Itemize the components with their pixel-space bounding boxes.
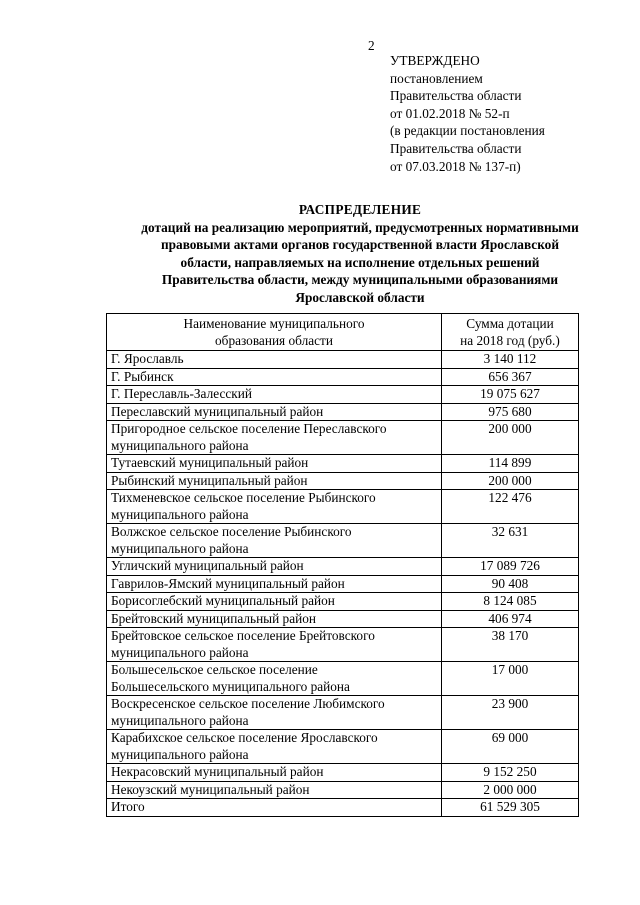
heading-line: правовыми актами органов государственной власти Ярославской [161, 237, 559, 253]
table-row [107, 799, 579, 817]
table-row [107, 628, 579, 662]
municipality-name-line: Угличский муниципальный район [111, 558, 304, 573]
municipality-name-line: Борисоглебский муниципальный район [111, 593, 335, 608]
municipality-name-cell [107, 593, 442, 611]
table-row [107, 368, 579, 386]
amount-cell: 656 367 [442, 368, 579, 386]
municipality-name-line: Брейтовское сельское поселение Брейтовского [111, 628, 375, 643]
table-row [107, 403, 579, 421]
amount-cell: 406 974 [442, 610, 579, 628]
table-row [107, 781, 579, 799]
approval-line: УТВЕРЖДЕНО [390, 53, 480, 68]
municipality-name-cell [107, 610, 442, 628]
municipality-name-line: Г. Ярославль [111, 351, 184, 366]
amount-cell: 122 476 [442, 490, 579, 524]
municipality-name-cell [107, 472, 442, 490]
approval-line: от 01.02.2018 № 52-п [390, 105, 510, 121]
municipality-name-cell [107, 368, 442, 386]
table-row [107, 662, 579, 696]
document-title: РАСПРЕДЕЛЕНИЕ [298, 202, 422, 217]
municipality-name-cell [107, 696, 442, 730]
municipality-name-cell [107, 524, 442, 558]
municipality-name-line: муниципального района [111, 437, 249, 453]
municipality-name-line: муниципального района [111, 540, 249, 556]
amount-cell: 38 170 [442, 628, 579, 662]
table-row [107, 696, 579, 730]
table-row [107, 524, 579, 558]
municipality-name-cell [107, 351, 442, 369]
table-row [107, 351, 579, 369]
header-line: Наименование муниципального [183, 316, 365, 331]
municipality-name-line: Тутаевский муниципальный район [111, 455, 309, 470]
amount-cell: 17 089 726 [442, 558, 579, 576]
amount-cell: 90 408 [442, 575, 579, 593]
municipality-name-line: Брейтовский муниципальный район [111, 610, 316, 626]
table-row [107, 558, 579, 576]
municipality-name-cell [107, 455, 442, 473]
table-body [107, 351, 579, 817]
amount-cell: 975 680 [442, 403, 579, 421]
table-row [107, 490, 579, 524]
municipality-name-line: муниципального района [111, 746, 249, 762]
municipality-name-line: муниципального района [111, 506, 249, 522]
amount-cell: 8 124 085 [442, 593, 579, 611]
table-row [107, 764, 579, 782]
municipality-name-line: Карабихское сельское поселение Ярославского [111, 730, 378, 745]
approval-line: (в редакции постановления [390, 123, 545, 139]
amount-cell: 114 899 [442, 455, 579, 473]
amount-cell: 19 075 627 [442, 386, 579, 404]
heading-line: Правительства области, между муниципальными образованиями [161, 272, 559, 288]
amount-cell: 61 529 305 [442, 799, 579, 817]
approval-line: Правительства области [390, 140, 522, 156]
page-number: 2 [368, 38, 375, 53]
heading-line: Ярославской области [295, 289, 425, 305]
municipality-name-cell [107, 575, 442, 593]
municipality-name-cell [107, 662, 442, 696]
municipality-name-line: Большесельского муниципального района [111, 678, 350, 694]
header-line: Сумма дотации [466, 316, 554, 331]
table-row [107, 421, 579, 455]
municipality-name-cell [107, 764, 442, 782]
municipality-name-cell [107, 781, 442, 799]
municipality-name-cell [107, 799, 442, 817]
amount-cell: 200 000 [442, 421, 579, 455]
amount-cell: 17 000 [442, 662, 579, 696]
municipality-name-cell [107, 490, 442, 524]
municipality-name-line: Некрасовский муниципальный район [111, 764, 324, 779]
municipality-name-line: Некоузский муниципальный район [111, 781, 310, 797]
municipality-name-line: муниципального района [111, 644, 249, 660]
amount-cell: 69 000 [442, 730, 579, 764]
municipality-name-cell [107, 730, 442, 764]
heading-line: дотаций на реализацию мероприятий, предусмотренных нормативными [141, 219, 579, 235]
municipality-name-line: Волжское сельское поселение Рыбинского [111, 524, 352, 539]
amount-cell: 3 140 112 [442, 351, 579, 369]
municipality-name-line: Пригородное сельское поселение Переславского [111, 421, 387, 436]
municipality-name-cell [107, 421, 442, 455]
municipality-name-line: Итого [111, 799, 145, 814]
table-row [107, 575, 579, 593]
municipality-name-line: Воскресенское сельское поселение Любимского [111, 696, 385, 711]
municipality-name-cell [107, 628, 442, 662]
municipality-name-line: Большесельское сельское поселение [111, 662, 318, 677]
heading-line: области, направляемых на исполнение отдельных решений [180, 254, 540, 270]
table-row [107, 472, 579, 490]
table-row [107, 730, 579, 764]
amount-cell: 9 152 250 [442, 764, 579, 782]
approval-line: постановлением [390, 70, 483, 86]
header-line: образования области [215, 333, 333, 348]
municipality-name-line: Гаврилов-Ямский муниципальный район [111, 575, 345, 591]
header-line: на 2018 год (руб.) [460, 333, 560, 348]
distribution-table [106, 313, 579, 817]
amount-cell: 32 631 [442, 524, 579, 558]
document-heading [100, 201, 620, 307]
approval-stamp [390, 52, 545, 175]
municipality-name-cell [107, 386, 442, 404]
municipality-name-line: Рыбинский муниципальный район [111, 472, 308, 488]
municipality-name-line: Г. Переславль-Залесский [111, 386, 252, 401]
column-header-amount [442, 314, 579, 351]
table-row [107, 593, 579, 611]
approval-line: от 07.03.2018 № 137-п) [390, 158, 521, 174]
table-row [107, 455, 579, 473]
municipality-name-line: Г. Рыбинск [111, 368, 174, 384]
table-header-row [107, 314, 579, 351]
amount-cell: 200 000 [442, 472, 579, 490]
approval-line: Правительства области [390, 88, 522, 104]
municipality-name-line: Тихменевское сельское поселение Рыбинского [111, 490, 376, 505]
municipality-name-line: муниципального района [111, 712, 249, 728]
municipality-name-line: Переславский муниципальный район [111, 403, 324, 419]
municipality-name-cell [107, 403, 442, 421]
amount-cell: 2 000 000 [442, 781, 579, 799]
table-row [107, 610, 579, 628]
column-header-name [107, 314, 442, 351]
amount-cell: 23 900 [442, 696, 579, 730]
municipality-name-cell [107, 558, 442, 576]
table-row [107, 386, 579, 404]
